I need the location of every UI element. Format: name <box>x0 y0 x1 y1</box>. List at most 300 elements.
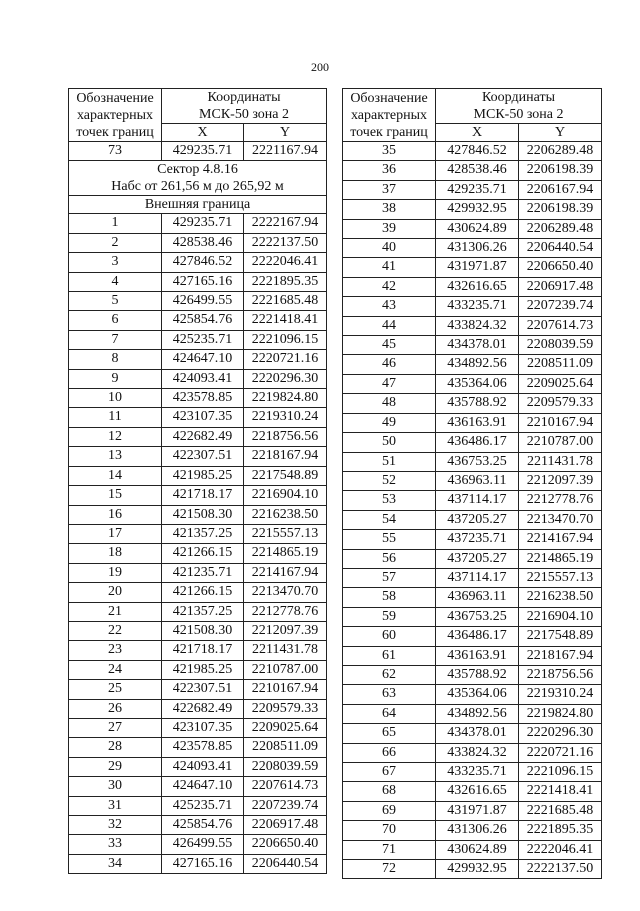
x-coordinate-cell: 435364.06 <box>436 685 519 704</box>
point-number-cell: 46 <box>343 355 436 374</box>
y-coordinate-cell: 2220721.16 <box>244 350 327 369</box>
sector-height-range: Нaбс от 261,56 м до 265,92 м <box>69 178 327 196</box>
point-number-cell: 36 <box>343 161 436 180</box>
x-coordinate-cell: 423578.85 <box>162 738 244 757</box>
table-row <box>69 602 327 621</box>
x-coordinate-cell: 423107.35 <box>162 408 244 427</box>
x-coordinate-cell: 435788.92 <box>436 394 519 413</box>
point-number-cell: 23 <box>69 641 162 660</box>
sector-title: Сектор 4.8.16 <box>69 161 327 179</box>
table-row <box>343 821 602 840</box>
point-number-cell: 57 <box>343 568 436 587</box>
y-coordinate-cell: 2209579.33 <box>519 394 602 413</box>
point-number-cell: 69 <box>343 801 436 820</box>
x-coordinate-cell: 423107.35 <box>162 718 244 737</box>
y-coordinate-cell: 2207239.74 <box>244 796 327 815</box>
table-row <box>343 510 602 529</box>
table-row <box>343 840 602 859</box>
x-coordinate-cell: 421985.25 <box>162 466 244 485</box>
y-coordinate-cell: 2220296.30 <box>244 369 327 388</box>
y-coordinate-cell: 2222167.94 <box>244 214 327 233</box>
point-number-cell: 41 <box>343 258 436 277</box>
x-coordinate-cell: 436963.11 <box>436 471 519 490</box>
y-coordinate-cell: 2208039.59 <box>519 336 602 355</box>
point-number-cell: 47 <box>343 374 436 393</box>
table-row <box>69 699 327 718</box>
table-row <box>69 505 327 524</box>
point-number-cell: 40 <box>343 239 436 258</box>
point-number-cell: 67 <box>343 763 436 782</box>
table-row <box>69 311 327 330</box>
point-number-cell: 9 <box>69 369 162 388</box>
x-coordinate-cell: 431306.26 <box>436 821 519 840</box>
y-coordinate-cell: 2222046.41 <box>244 253 327 272</box>
y-coordinate-cell: 2219310.24 <box>519 685 602 704</box>
point-number-cell: 8 <box>69 350 162 369</box>
y-coordinate-cell: 2206917.48 <box>244 816 327 835</box>
point-number-cell: 15 <box>69 486 162 505</box>
x-coordinate-cell: 434378.01 <box>436 724 519 743</box>
x-coordinate-cell: 426499.55 <box>162 292 244 311</box>
point-number-cell: 5 <box>69 292 162 311</box>
table-row <box>343 200 602 219</box>
coordinates-table-right <box>342 88 602 879</box>
point-number-cell: 4 <box>69 272 162 291</box>
table-row <box>69 796 327 815</box>
table-row <box>343 336 602 355</box>
point-number-cell: 24 <box>69 660 162 679</box>
table-row <box>69 233 327 252</box>
point-number-cell: 26 <box>69 699 162 718</box>
point-number-cell: 17 <box>69 524 162 543</box>
table-row <box>69 544 327 563</box>
table-row <box>69 389 327 408</box>
table-row <box>69 447 327 466</box>
point-number-cell: 49 <box>343 413 436 432</box>
point-number-cell: 62 <box>343 665 436 684</box>
y-coordinate-cell: 2221096.15 <box>244 330 327 349</box>
point-number-cell: 12 <box>69 427 162 446</box>
y-coordinate-cell: 2212097.39 <box>244 621 327 640</box>
x-coordinate-cell: 436163.91 <box>436 646 519 665</box>
point-number-cell: 68 <box>343 782 436 801</box>
table-row <box>69 524 327 543</box>
y-coordinate-cell: 2210787.00 <box>519 433 602 452</box>
x-header: X <box>436 124 519 142</box>
point-number-cell: 14 <box>69 466 162 485</box>
table-row <box>69 563 327 582</box>
table-row <box>343 491 602 510</box>
y-coordinate-cell: 2217548.89 <box>244 466 327 485</box>
x-coordinate-cell: 431971.87 <box>436 801 519 820</box>
x-coordinate-cell: 421266.15 <box>162 583 244 602</box>
y-coordinate-cell: 2213470.70 <box>519 510 602 529</box>
table-row <box>343 724 602 743</box>
point-number-cell: 38 <box>343 200 436 219</box>
table-row <box>69 854 327 873</box>
x-coordinate-cell: 421508.30 <box>162 505 244 524</box>
header-row <box>69 89 327 107</box>
x-coordinate-cell: 424093.41 <box>162 757 244 776</box>
x-coordinate-cell: 421985.25 <box>162 660 244 679</box>
x-coordinate-cell: 434378.01 <box>436 336 519 355</box>
table-row <box>343 219 602 238</box>
x-coordinate-cell: 435364.06 <box>436 374 519 393</box>
y-coordinate-cell: 2206167.94 <box>519 180 602 199</box>
x-coordinate-cell: 421718.17 <box>162 641 244 660</box>
x-coordinate-cell: 433235.71 <box>436 297 519 316</box>
x-coordinate-cell: 431971.87 <box>436 258 519 277</box>
y-coordinate-cell: 2214865.19 <box>244 544 327 563</box>
x-coordinate-cell: 425235.71 <box>162 330 244 349</box>
point-number-cell: 52 <box>343 471 436 490</box>
table-row <box>69 427 327 446</box>
table-row <box>343 530 602 549</box>
x-coordinate-cell: 424093.41 <box>162 369 244 388</box>
point-number-cell: 53 <box>343 491 436 510</box>
x-coordinate-cell: 430624.89 <box>436 219 519 238</box>
y-coordinate-cell: 2216238.50 <box>244 505 327 524</box>
y-coordinate-cell: 2222137.50 <box>519 860 602 879</box>
coordinate-system-header: МСК-50 зона 2 <box>436 106 602 124</box>
table-row <box>69 583 327 602</box>
x-coordinate-cell: 429235.71 <box>162 214 244 233</box>
y-coordinate-cell: 2221685.48 <box>519 801 602 820</box>
table-row <box>69 680 327 699</box>
y-coordinate-cell: 2206650.40 <box>244 835 327 854</box>
x-coordinate-cell: 425235.71 <box>162 796 244 815</box>
x-coordinate-cell: 427165.16 <box>162 272 244 291</box>
y-coordinate-cell: 2206917.48 <box>519 277 602 296</box>
x-coordinate-cell: 436753.25 <box>436 607 519 626</box>
y-coordinate-cell: 2211431.78 <box>244 641 327 660</box>
point-number-cell: 61 <box>343 646 436 665</box>
y-coordinate-cell: 2222137.50 <box>244 233 327 252</box>
x-coordinate-cell: 434892.56 <box>436 704 519 723</box>
table-row <box>69 738 327 757</box>
table-row <box>343 646 602 665</box>
y-coordinate-cell: 2218756.56 <box>519 665 602 684</box>
y-coordinate-cell: 2222046.41 <box>519 840 602 859</box>
x-coordinate-cell: 429235.71 <box>436 180 519 199</box>
y-coordinate-cell: 2220721.16 <box>519 743 602 762</box>
point-number-cell: 32 <box>69 816 162 835</box>
x-coordinate-cell: 424647.10 <box>162 350 244 369</box>
y-coordinate-cell: 2208511.09 <box>244 738 327 757</box>
table-row <box>69 718 327 737</box>
table-row <box>69 777 327 796</box>
point-number-cell: 58 <box>343 588 436 607</box>
point-label-header: Обозначение характерных точек границ <box>343 89 436 142</box>
y-coordinate-cell: 2206289.48 <box>519 142 602 161</box>
x-coordinate-cell: 433235.71 <box>436 763 519 782</box>
y-coordinate-cell: 2219310.24 <box>244 408 327 427</box>
point-number-cell: 72 <box>343 860 436 879</box>
table-row <box>69 621 327 640</box>
y-coordinate-cell: 2206650.40 <box>519 258 602 277</box>
x-coordinate-cell: 421718.17 <box>162 486 244 505</box>
y-coordinate-cell: 2219824.80 <box>244 389 327 408</box>
y-coordinate-cell: 2214865.19 <box>519 549 602 568</box>
point-number-cell: 27 <box>69 718 162 737</box>
x-coordinate-cell: 428538.46 <box>436 161 519 180</box>
y-coordinate-cell: 2208039.59 <box>244 757 327 776</box>
point-number-cell: 56 <box>343 549 436 568</box>
point-number-cell: 2 <box>69 233 162 252</box>
x-coordinate-cell: 437114.17 <box>436 491 519 510</box>
x-coordinate-cell: 425854.76 <box>162 816 244 835</box>
y-coordinate-cell: 2221096.15 <box>519 763 602 782</box>
y-coordinate-cell: 2208511.09 <box>519 355 602 374</box>
point-number-cell: 18 <box>69 544 162 563</box>
y-coordinate-cell: 2211431.78 <box>519 452 602 471</box>
table-row <box>69 757 327 776</box>
table-row <box>69 660 327 679</box>
coordinates-header: Координаты <box>436 89 602 107</box>
table-row <box>343 413 602 432</box>
y-header: Y <box>519 124 602 142</box>
y-coordinate-cell: 2218167.94 <box>519 646 602 665</box>
point-number-cell: 22 <box>69 621 162 640</box>
y-coordinate-cell: 2215557.13 <box>519 568 602 587</box>
table-row <box>343 704 602 723</box>
y-coordinate-cell: 2206440.54 <box>244 854 327 873</box>
table-row: 73 429235.71 2221167.94 <box>69 142 327 161</box>
point-number-cell: 59 <box>343 607 436 626</box>
y-coordinate-cell: 2221895.35 <box>244 272 327 291</box>
x-coordinate-cell: 437205.27 <box>436 549 519 568</box>
y-coordinate-cell: 2218167.94 <box>244 447 327 466</box>
table-row <box>343 433 602 452</box>
x-coordinate-cell: 436163.91 <box>436 413 519 432</box>
point-number-cell: 45 <box>343 336 436 355</box>
table-row <box>69 369 327 388</box>
coordinate-system-header: МСК-50 зона 2 <box>162 106 327 124</box>
y-coordinate-cell: 2212097.39 <box>519 471 602 490</box>
point-number-cell: 16 <box>69 505 162 524</box>
point-number-cell: 63 <box>343 685 436 704</box>
table-row <box>343 161 602 180</box>
table-row <box>343 142 602 161</box>
x-coordinate-cell: 427846.52 <box>162 253 244 272</box>
table-row <box>69 214 327 233</box>
y-coordinate-cell: 2221418.41 <box>244 311 327 330</box>
table-row <box>343 607 602 626</box>
point-number-cell: 6 <box>69 311 162 330</box>
x-coordinate-cell: 437114.17 <box>436 568 519 587</box>
x-coordinate-cell: 436963.11 <box>436 588 519 607</box>
point-number-cell: 60 <box>343 627 436 646</box>
y-header: Y <box>244 124 327 142</box>
table-row <box>343 297 602 316</box>
table-row <box>69 330 327 349</box>
table-row <box>343 782 602 801</box>
table-row <box>343 239 602 258</box>
x-coordinate-cell: 433824.32 <box>436 316 519 335</box>
point-number-cell: 70 <box>343 821 436 840</box>
x-coordinate-cell: 425854.76 <box>162 311 244 330</box>
table-row <box>343 316 602 335</box>
x-coordinate-cell: 433824.32 <box>436 743 519 762</box>
table-row <box>69 466 327 485</box>
point-number-cell: 13 <box>69 447 162 466</box>
y-coordinate-cell: 2210167.94 <box>244 680 327 699</box>
x-coordinate-cell: 436486.17 <box>436 433 519 452</box>
y-coordinate-cell: 2210167.94 <box>519 413 602 432</box>
point-number-cell: 33 <box>69 835 162 854</box>
x-coordinate-cell: 427846.52 <box>436 142 519 161</box>
point-number-cell: 64 <box>343 704 436 723</box>
point-number-cell: 55 <box>343 530 436 549</box>
y-coordinate-cell: 2207239.74 <box>519 297 602 316</box>
table-row <box>69 641 327 660</box>
x-coordinate-cell: 437235.71 <box>436 530 519 549</box>
y-coordinate-cell: 2212778.76 <box>519 491 602 510</box>
y-coordinate-cell: 2220296.30 <box>519 724 602 743</box>
point-number-cell: 25 <box>69 680 162 699</box>
table-row <box>343 394 602 413</box>
x-coordinate-cell: 427165.16 <box>162 854 244 873</box>
y-coordinate-cell: 2214167.94 <box>519 530 602 549</box>
point-number-cell: 1 <box>69 214 162 233</box>
x-coordinate-cell: 430624.89 <box>436 840 519 859</box>
table-row <box>343 549 602 568</box>
table-row <box>343 588 602 607</box>
y-coordinate-cell: 2221685.48 <box>244 292 327 311</box>
x-header: X <box>162 124 244 142</box>
point-number-cell: 30 <box>69 777 162 796</box>
coordinates-header: Координаты <box>162 89 327 107</box>
y-coordinate-cell: 2209025.64 <box>244 718 327 737</box>
y-coordinate-cell: 2206289.48 <box>519 219 602 238</box>
x-coordinate-cell: 422682.49 <box>162 699 244 718</box>
point-number-cell: 42 <box>343 277 436 296</box>
x-coordinate-cell: 422682.49 <box>162 427 244 446</box>
point-number-cell: 35 <box>343 142 436 161</box>
point-number-cell: 28 <box>69 738 162 757</box>
y-coordinate-cell: 2212778.76 <box>244 602 327 621</box>
point-number-cell: 48 <box>343 394 436 413</box>
table-row <box>343 374 602 393</box>
x-coordinate-cell: 421266.15 <box>162 544 244 563</box>
table-row <box>343 568 602 587</box>
point-number-cell: 71 <box>343 840 436 859</box>
point-number-cell: 44 <box>343 316 436 335</box>
y-coordinate-cell: 2207614.73 <box>244 777 327 796</box>
x-coordinate-cell: 426499.55 <box>162 835 244 854</box>
y-coordinate-cell: 2214167.94 <box>244 563 327 582</box>
point-number-cell: 31 <box>69 796 162 815</box>
x-coordinate-cell: 436486.17 <box>436 627 519 646</box>
table-row <box>343 743 602 762</box>
y-coordinate-cell: 2209579.33 <box>244 699 327 718</box>
point-number-cell: 10 <box>69 389 162 408</box>
x-coordinate-cell: 429932.95 <box>436 200 519 219</box>
table-row <box>343 452 602 471</box>
y-coordinate-cell: 2207614.73 <box>519 316 602 335</box>
x-coordinate-cell: 436753.25 <box>436 452 519 471</box>
point-number-cell: 19 <box>69 563 162 582</box>
y-coordinate-cell: 2217548.89 <box>519 627 602 646</box>
table-row <box>343 860 602 879</box>
header-row <box>343 89 602 107</box>
point-number-cell: 29 <box>69 757 162 776</box>
table-row <box>69 816 327 835</box>
table-row <box>343 258 602 277</box>
y-coordinate-cell: 2216904.10 <box>244 486 327 505</box>
y-coordinate-cell: 2221895.35 <box>519 821 602 840</box>
point-number-cell: 65 <box>343 724 436 743</box>
y-coordinate-cell: 2219824.80 <box>519 704 602 723</box>
x-coordinate-cell: 429932.95 <box>436 860 519 879</box>
point-number-cell: 39 <box>343 219 436 238</box>
x-coordinate-cell: 432616.65 <box>436 782 519 801</box>
y-coordinate-cell: 2206440.54 <box>519 239 602 258</box>
y-coordinate-cell: 2206198.39 <box>519 200 602 219</box>
y-coordinate-cell: 2209025.64 <box>519 374 602 393</box>
page-number: 200 <box>311 60 329 74</box>
point-number-cell: 43 <box>343 297 436 316</box>
table-row <box>69 835 327 854</box>
x-coordinate-cell: 421235.71 <box>162 563 244 582</box>
point-number-cell: 34 <box>69 854 162 873</box>
point-label-header: Обозначение характерных точек границ <box>69 89 162 142</box>
table-row <box>343 665 602 684</box>
x-coordinate-cell: 421508.30 <box>162 621 244 640</box>
table-row <box>343 471 602 490</box>
x-coordinate-cell: 432616.65 <box>436 277 519 296</box>
point-number-cell: 7 <box>69 330 162 349</box>
point-number-cell: 3 <box>69 253 162 272</box>
x-coordinate-cell: 423578.85 <box>162 389 244 408</box>
x-coordinate-cell: 422307.51 <box>162 680 244 699</box>
y-coordinate-cell: 2216904.10 <box>519 607 602 626</box>
point-number-cell: 50 <box>343 433 436 452</box>
x-coordinate-cell: 424647.10 <box>162 777 244 796</box>
table-row <box>343 801 602 820</box>
x-coordinate-cell: 422307.51 <box>162 447 244 466</box>
point-number-cell: 54 <box>343 510 436 529</box>
x-coordinate-cell: 421357.25 <box>162 524 244 543</box>
y-coordinate-cell: 2218756.56 <box>244 427 327 446</box>
y-coordinate-cell: 2206198.39 <box>519 161 602 180</box>
table-row <box>343 355 602 374</box>
point-number-cell: 21 <box>69 602 162 621</box>
y-coordinate-cell: 2210787.00 <box>244 660 327 679</box>
table-row <box>343 685 602 704</box>
table-row <box>69 350 327 369</box>
y-coordinate-cell: 2213470.70 <box>244 583 327 602</box>
x-coordinate-cell: 428538.46 <box>162 233 244 252</box>
point-number-cell: 20 <box>69 583 162 602</box>
table-row <box>343 277 602 296</box>
y-coordinate-cell: 2215557.13 <box>244 524 327 543</box>
table-row <box>69 486 327 505</box>
point-number-cell: 11 <box>69 408 162 427</box>
x-coordinate-cell: 421357.25 <box>162 602 244 621</box>
y-coordinate-cell: 2221418.41 <box>519 782 602 801</box>
table-row <box>69 253 327 272</box>
boundary-title: Внешняя граница <box>69 196 327 214</box>
table-row <box>343 763 602 782</box>
x-coordinate-cell: 431306.26 <box>436 239 519 258</box>
table-row <box>69 292 327 311</box>
table-row <box>343 627 602 646</box>
table-row <box>69 272 327 291</box>
coordinates-table-left <box>68 88 327 874</box>
x-coordinate-cell: 437205.27 <box>436 510 519 529</box>
y-coordinate-cell: 2216238.50 <box>519 588 602 607</box>
